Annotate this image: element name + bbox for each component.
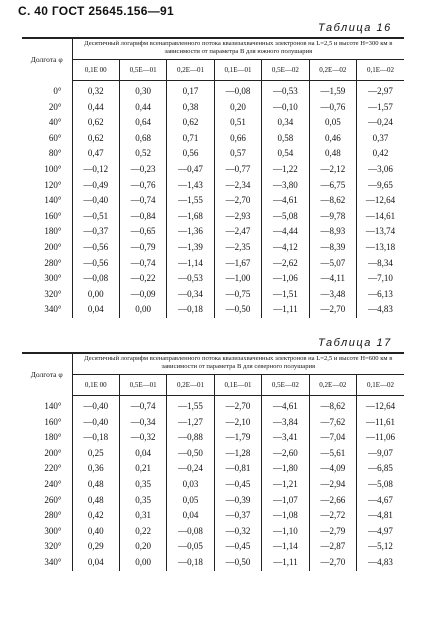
value-cell: 0,56 bbox=[167, 146, 214, 162]
value-cell: —0,50 bbox=[214, 555, 261, 571]
value-cell: 0,46 bbox=[309, 131, 356, 147]
value-cell: 0,44 bbox=[119, 100, 166, 116]
table-16 bbox=[22, 39, 404, 318]
value-cell: —0,08 bbox=[72, 271, 119, 287]
value-cell: —2,70 bbox=[309, 555, 356, 571]
value-cell: —9,65 bbox=[357, 178, 404, 194]
value-cell: —4,44 bbox=[262, 224, 309, 240]
value-cell: —9,07 bbox=[357, 446, 404, 462]
longitude-cell: 100° bbox=[44, 163, 62, 174]
table-row bbox=[22, 224, 404, 240]
value-cell: 0,40 bbox=[72, 524, 119, 540]
value-cell: —1,10 bbox=[262, 524, 309, 540]
value-cell: —0,45 bbox=[214, 477, 261, 493]
table-row bbox=[22, 209, 404, 225]
value-cell: —1,43 bbox=[167, 178, 214, 194]
value-cell: —4,97 bbox=[357, 524, 404, 540]
value-cell: —3,06 bbox=[357, 162, 404, 178]
table-row bbox=[22, 430, 404, 446]
column-header: 0,5E—02 bbox=[262, 375, 309, 396]
value-cell: —0,74 bbox=[119, 256, 166, 272]
value-cell: 0,04 bbox=[167, 508, 214, 524]
value-cell: —2,94 bbox=[309, 477, 356, 493]
value-cell: —7,04 bbox=[309, 430, 356, 446]
table-row bbox=[22, 539, 404, 555]
value-cell: 0,71 bbox=[167, 131, 214, 147]
value-cell: —0,34 bbox=[119, 415, 166, 431]
value-cell: —1,79 bbox=[214, 430, 261, 446]
value-cell: —1,68 bbox=[167, 209, 214, 225]
value-cell: —1,11 bbox=[262, 302, 309, 318]
value-cell: —0,40 bbox=[72, 396, 119, 415]
value-cell: —11,06 bbox=[357, 430, 404, 446]
value-cell: —1,55 bbox=[167, 396, 214, 415]
value-cell: —2,79 bbox=[309, 524, 356, 540]
value-cell: —0,12 bbox=[72, 162, 119, 178]
value-cell: —4,61 bbox=[262, 396, 309, 415]
column-header: 0,1E—02 bbox=[357, 60, 404, 81]
value-cell: —0,37 bbox=[214, 508, 261, 524]
value-cell: —2,47 bbox=[214, 224, 261, 240]
table-row bbox=[22, 477, 404, 493]
value-cell: —4,11 bbox=[309, 271, 356, 287]
value-cell: 0,48 bbox=[72, 493, 119, 509]
value-cell: —0,45 bbox=[214, 539, 261, 555]
value-cell: —8,39 bbox=[309, 240, 356, 256]
value-cell: 0,38 bbox=[167, 100, 214, 116]
value-cell: —11,61 bbox=[357, 415, 404, 431]
value-cell: 0,00 bbox=[119, 555, 166, 571]
value-cell: 0,04 bbox=[119, 446, 166, 462]
value-cell: 0,21 bbox=[119, 461, 166, 477]
value-cell: 0,35 bbox=[119, 493, 166, 509]
table-16-title: Таблица 16 bbox=[318, 22, 392, 34]
value-cell: —0,53 bbox=[167, 271, 214, 287]
value-cell: —0,24 bbox=[357, 115, 404, 131]
longitude-cell: 200° bbox=[44, 447, 62, 458]
table-row bbox=[22, 193, 404, 209]
page-header: С. 40 ГОСТ 25645.156—91 bbox=[18, 4, 174, 18]
value-cell: —1,14 bbox=[262, 539, 309, 555]
value-cell: —0,56 bbox=[72, 240, 119, 256]
table-17-title: Таблица 17 bbox=[318, 337, 392, 349]
longitude-header: Долгота φ bbox=[30, 55, 63, 65]
value-cell: —3,84 bbox=[262, 415, 309, 431]
value-cell: —0,76 bbox=[309, 100, 356, 116]
value-cell: 0,03 bbox=[167, 477, 214, 493]
value-cell: 0,66 bbox=[214, 131, 261, 147]
value-cell: —7,10 bbox=[357, 271, 404, 287]
value-cell: —0,88 bbox=[167, 430, 214, 446]
value-cell: —0,08 bbox=[214, 81, 261, 100]
longitude-cell: 320° bbox=[44, 288, 62, 299]
value-cell: 0,05 bbox=[167, 493, 214, 509]
longitude-cell: 220° bbox=[44, 463, 62, 474]
value-cell: —0,18 bbox=[72, 430, 119, 446]
value-cell: —0,47 bbox=[167, 162, 214, 178]
value-cell: 0,25 bbox=[72, 446, 119, 462]
value-cell: —0,10 bbox=[262, 100, 309, 116]
longitude-cell: 160° bbox=[44, 416, 62, 427]
value-cell: —3,48 bbox=[309, 287, 356, 303]
value-cell: —4,09 bbox=[309, 461, 356, 477]
column-header: 0,5E—01 bbox=[119, 375, 166, 396]
table-row bbox=[22, 508, 404, 524]
value-cell: —1,27 bbox=[167, 415, 214, 431]
value-cell: —2,70 bbox=[309, 302, 356, 318]
value-cell: —0,53 bbox=[262, 81, 309, 100]
value-cell: —5,08 bbox=[357, 477, 404, 493]
column-header: 0,1E 00 bbox=[72, 375, 119, 396]
longitude-cell: 80° bbox=[48, 148, 62, 159]
table-row bbox=[22, 162, 404, 178]
value-cell: —2,70 bbox=[214, 193, 261, 209]
value-cell: —0,37 bbox=[72, 224, 119, 240]
value-cell: —1,59 bbox=[309, 81, 356, 100]
column-header: 0,1E—02 bbox=[357, 375, 404, 396]
value-cell: —4,67 bbox=[357, 493, 404, 509]
column-header: 0,1E—01 bbox=[214, 375, 261, 396]
value-cell: 0,44 bbox=[72, 100, 119, 116]
value-cell: 0,42 bbox=[72, 508, 119, 524]
value-cell: —0,74 bbox=[119, 193, 166, 209]
value-cell: —7,62 bbox=[309, 415, 356, 431]
longitude-cell: 340° bbox=[44, 304, 62, 315]
value-cell: —0,32 bbox=[214, 524, 261, 540]
value-cell: —3,41 bbox=[262, 430, 309, 446]
value-cell: 0,35 bbox=[119, 477, 166, 493]
value-cell: —8,34 bbox=[357, 256, 404, 272]
table-row bbox=[22, 396, 404, 415]
value-cell: —0,08 bbox=[167, 524, 214, 540]
longitude-cell: 180° bbox=[44, 432, 62, 443]
value-cell: —1,07 bbox=[262, 493, 309, 509]
value-cell: 0,37 bbox=[357, 131, 404, 147]
value-cell: 0,62 bbox=[72, 115, 119, 131]
value-cell: —0,74 bbox=[119, 396, 166, 415]
value-cell: —1,51 bbox=[262, 287, 309, 303]
longitude-cell: 320° bbox=[44, 541, 62, 552]
value-cell: —4,81 bbox=[357, 508, 404, 524]
column-header: 0,2E—01 bbox=[167, 375, 214, 396]
table-17 bbox=[22, 354, 404, 571]
value-cell: —5,07 bbox=[309, 256, 356, 272]
value-cell: —1,00 bbox=[214, 271, 261, 287]
value-cell: —0,75 bbox=[214, 287, 261, 303]
table-body bbox=[22, 396, 404, 571]
value-cell: 0,30 bbox=[119, 81, 166, 100]
value-cell: —1,80 bbox=[262, 461, 309, 477]
value-cell: —0,49 bbox=[72, 178, 119, 194]
value-cell: —0,32 bbox=[119, 430, 166, 446]
value-cell: —6,75 bbox=[309, 178, 356, 194]
value-cell: —5,61 bbox=[309, 446, 356, 462]
value-cell: —2,87 bbox=[309, 539, 356, 555]
column-header: 0,1E—01 bbox=[214, 60, 261, 81]
table-row bbox=[22, 461, 404, 477]
value-cell: 0,05 bbox=[309, 115, 356, 131]
column-header: 0,5E—01 bbox=[119, 60, 166, 81]
value-cell: —1,57 bbox=[357, 100, 404, 116]
value-cell: —1,67 bbox=[214, 256, 261, 272]
value-cell: —1,22 bbox=[262, 162, 309, 178]
value-cell: —9,78 bbox=[309, 209, 356, 225]
value-cell: —6,13 bbox=[357, 287, 404, 303]
value-cell: —12,64 bbox=[357, 193, 404, 209]
value-cell: —0,50 bbox=[214, 302, 261, 318]
longitude-cell: 340° bbox=[44, 556, 62, 567]
value-cell: —4,61 bbox=[262, 193, 309, 209]
value-cell: —0,05 bbox=[167, 539, 214, 555]
value-cell: —2,97 bbox=[357, 81, 404, 100]
value-cell: —0,22 bbox=[119, 271, 166, 287]
value-cell: —4,12 bbox=[262, 240, 309, 256]
value-cell: 0,54 bbox=[262, 146, 309, 162]
value-cell: —2,12 bbox=[309, 162, 356, 178]
value-cell: —5,12 bbox=[357, 539, 404, 555]
value-cell: 0,57 bbox=[214, 146, 261, 162]
value-cell: —4,83 bbox=[357, 555, 404, 571]
value-cell: 0,22 bbox=[119, 524, 166, 540]
value-cell: 0,20 bbox=[119, 539, 166, 555]
table-row bbox=[22, 555, 404, 571]
column-header-row bbox=[22, 375, 404, 396]
value-cell: 0,20 bbox=[214, 100, 261, 116]
table-row bbox=[22, 131, 404, 147]
column-header-row bbox=[22, 60, 404, 81]
value-cell: —1,36 bbox=[167, 224, 214, 240]
longitude-cell: 0° bbox=[53, 85, 62, 96]
value-cell: —1,08 bbox=[262, 508, 309, 524]
column-header: 0,1E 00 bbox=[72, 60, 119, 81]
value-cell: —0,51 bbox=[72, 209, 119, 225]
value-cell: —0,23 bbox=[119, 162, 166, 178]
value-cell: —1,55 bbox=[167, 193, 214, 209]
longitude-cell: 280° bbox=[44, 510, 62, 521]
value-cell: —1,11 bbox=[262, 555, 309, 571]
longitude-cell: 180° bbox=[44, 226, 62, 237]
longitude-cell: 60° bbox=[48, 132, 62, 143]
value-cell: —2,34 bbox=[214, 178, 261, 194]
table-row bbox=[22, 178, 404, 194]
value-cell: —8,62 bbox=[309, 193, 356, 209]
value-cell: —0,18 bbox=[167, 302, 214, 318]
value-cell: 0,00 bbox=[72, 287, 119, 303]
column-header: 0,2E—02 bbox=[309, 60, 356, 81]
value-cell: 0,52 bbox=[119, 146, 166, 162]
longitude-cell: 300° bbox=[44, 273, 62, 284]
value-cell: —14,61 bbox=[357, 209, 404, 225]
value-cell: —0,79 bbox=[119, 240, 166, 256]
value-cell: 0,04 bbox=[72, 555, 119, 571]
value-cell: —0,39 bbox=[214, 493, 261, 509]
value-cell: —2,35 bbox=[214, 240, 261, 256]
value-cell: 0,36 bbox=[72, 461, 119, 477]
value-cell: —0,65 bbox=[119, 224, 166, 240]
longitude-cell: 140° bbox=[44, 400, 62, 411]
value-cell: 0,47 bbox=[72, 146, 119, 162]
value-cell: —2,62 bbox=[262, 256, 309, 272]
value-cell: 0,32 bbox=[72, 81, 119, 100]
value-cell: 0,48 bbox=[72, 477, 119, 493]
value-cell: —3,80 bbox=[262, 178, 309, 194]
value-cell: —1,21 bbox=[262, 477, 309, 493]
value-cell: —4,83 bbox=[357, 302, 404, 318]
table-row bbox=[22, 446, 404, 462]
value-cell: 0,62 bbox=[72, 131, 119, 147]
column-header: 0,5E—02 bbox=[262, 60, 309, 81]
longitude-cell: 40° bbox=[48, 117, 62, 128]
longitude-cell: 120° bbox=[44, 179, 62, 190]
longitude-cell: 240° bbox=[44, 478, 62, 489]
table-description: Десятичный логарифм всенаправленного потока квазизахваченных электронов на L=2,5 и высоте H=600 км в зависимости от параметра B для северного полушария bbox=[72, 354, 404, 375]
table-row bbox=[22, 240, 404, 256]
value-cell: 0,42 bbox=[357, 146, 404, 162]
value-cell: —6,85 bbox=[357, 461, 404, 477]
value-cell: —2,72 bbox=[309, 508, 356, 524]
value-cell: 0,29 bbox=[72, 539, 119, 555]
value-cell: 0,58 bbox=[262, 131, 309, 147]
value-cell: —2,93 bbox=[214, 209, 261, 225]
value-cell: 0,04 bbox=[72, 302, 119, 318]
value-cell: —0,40 bbox=[72, 415, 119, 431]
value-cell: 0,00 bbox=[119, 302, 166, 318]
value-cell: —0,56 bbox=[72, 256, 119, 272]
table-row bbox=[22, 524, 404, 540]
value-cell: 0,17 bbox=[167, 81, 214, 100]
value-cell: —0,76 bbox=[119, 178, 166, 194]
value-cell: —0,84 bbox=[119, 209, 166, 225]
table-row bbox=[22, 302, 404, 318]
table-row bbox=[22, 287, 404, 303]
column-header: 0,2E—01 bbox=[167, 60, 214, 81]
value-cell: 0,51 bbox=[214, 115, 261, 131]
value-cell: 0,62 bbox=[167, 115, 214, 131]
longitude-cell: 300° bbox=[44, 525, 62, 536]
value-cell: —0,50 bbox=[167, 446, 214, 462]
value-cell: —2,10 bbox=[214, 415, 261, 431]
value-cell: —8,93 bbox=[309, 224, 356, 240]
value-cell: —0,18 bbox=[167, 555, 214, 571]
table-row bbox=[22, 493, 404, 509]
value-cell: —1,14 bbox=[167, 256, 214, 272]
value-cell: —8,62 bbox=[309, 396, 356, 415]
table-row bbox=[22, 271, 404, 287]
value-cell: —0,34 bbox=[167, 287, 214, 303]
table-description: Десятичный логарифм всенаправленного потока квазизахваченных электронов на L=2,5 и высоте H=300 км в зависимости от параметра B для южного полушария bbox=[72, 39, 404, 60]
table-row bbox=[22, 256, 404, 272]
value-cell: —0,77 bbox=[214, 162, 261, 178]
table-body bbox=[22, 81, 404, 318]
longitude-header: Долгота φ bbox=[30, 370, 63, 380]
longitude-cell: 160° bbox=[44, 210, 62, 221]
table-row bbox=[22, 146, 404, 162]
value-cell: —12,64 bbox=[357, 396, 404, 415]
value-cell: —1,28 bbox=[214, 446, 261, 462]
value-cell: —13,18 bbox=[357, 240, 404, 256]
longitude-cell: 280° bbox=[44, 257, 62, 268]
value-cell: —13,74 bbox=[357, 224, 404, 240]
longitude-cell: 20° bbox=[48, 101, 62, 112]
value-cell: —2,60 bbox=[262, 446, 309, 462]
longitude-cell: 260° bbox=[44, 494, 62, 505]
table-row bbox=[22, 81, 404, 100]
table-row bbox=[22, 100, 404, 116]
table-row bbox=[22, 415, 404, 431]
value-cell: 0,64 bbox=[119, 115, 166, 131]
value-cell: —1,39 bbox=[167, 240, 214, 256]
value-cell: —0,40 bbox=[72, 193, 119, 209]
value-cell: —0,24 bbox=[167, 461, 214, 477]
value-cell: 0,68 bbox=[119, 131, 166, 147]
value-cell: 0,34 bbox=[262, 115, 309, 131]
value-cell: 0,31 bbox=[119, 508, 166, 524]
value-cell: —0,81 bbox=[214, 461, 261, 477]
table-row bbox=[22, 115, 404, 131]
value-cell: —2,70 bbox=[214, 396, 261, 415]
value-cell: —2,66 bbox=[309, 493, 356, 509]
column-header: 0,2E—02 bbox=[309, 375, 356, 396]
value-cell: —5,08 bbox=[262, 209, 309, 225]
longitude-cell: 200° bbox=[44, 241, 62, 252]
value-cell: —0,09 bbox=[119, 287, 166, 303]
value-cell: 0,48 bbox=[309, 146, 356, 162]
value-cell: —1,06 bbox=[262, 271, 309, 287]
longitude-cell: 140° bbox=[44, 195, 62, 206]
